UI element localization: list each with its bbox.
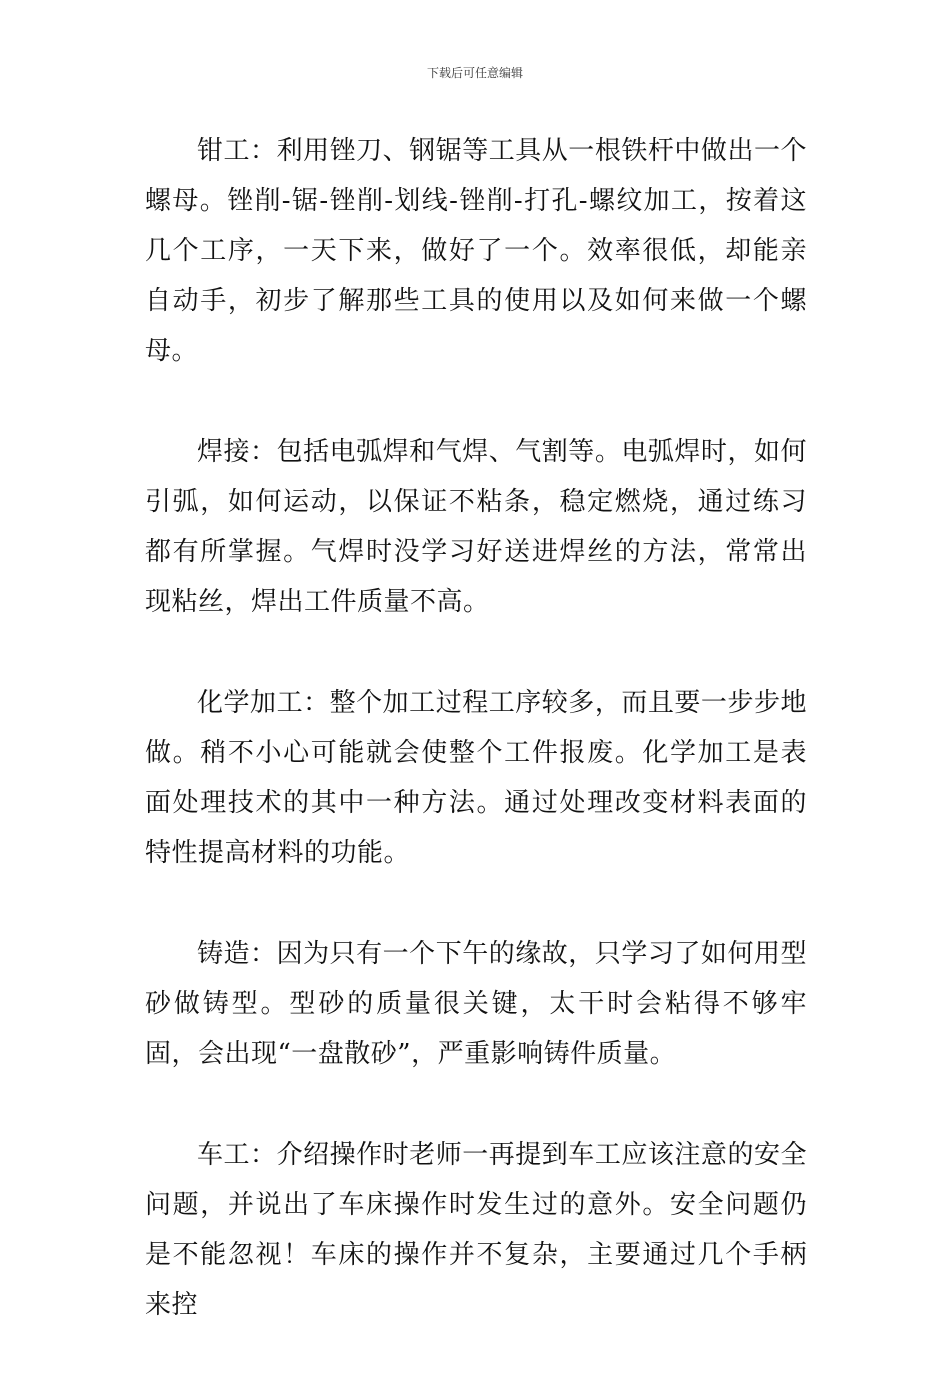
paragraph-chemical-processing: 化学加工：整个加工过程工序较多，而且要一步步地做。稍不小心可能就会使整个工件报废。化学加工是表面处理技术的其中一种方法。通过处理改变材料表面的特性提高材料的功能。 [145,688,807,868]
page-header: 下载后可任意编辑 [426,66,523,80]
paragraph-fitting: 钳工：利用锉刀、钢锯等工具从一根铁杆中做出一个螺母。锉削-锯-锉削-划线-锉削-打孔-螺纹加工，按着这几个工序，一天下来，做好了一个。效率很低，却能亲自动手，初步了解那些工具的使用以及如何来做一个螺母。 [145,136,807,366]
document-body [145,126,807,1381]
paragraph-casting: 铸造：因为只有一个下午的缘故，只学习了如何用型砂做铸型。型砂的质量很关键，太干时会粘得不够牢固，会出现“一盘散砂”，严重影响铸件质量。 [145,939,807,1069]
paragraph-turning: 车工：介绍操作时老师一再提到车工应该注意的安全问题，并说出了车床操作时发生过的意外。安全问题仍是不能忽视！车床的操作并不复杂，主要通过几个手柄来控 [145,1140,807,1320]
paragraph-welding: 焊接：包括电弧焊和气焊、气割等。电弧焊时，如何引弧，如何运动，以保证不粘条，稳定燃烧，通过练习都有所掌握。气焊时没学习好送进焊丝的方法，常常出现粘丝，焊出工件质量不高。 [145,437,807,617]
